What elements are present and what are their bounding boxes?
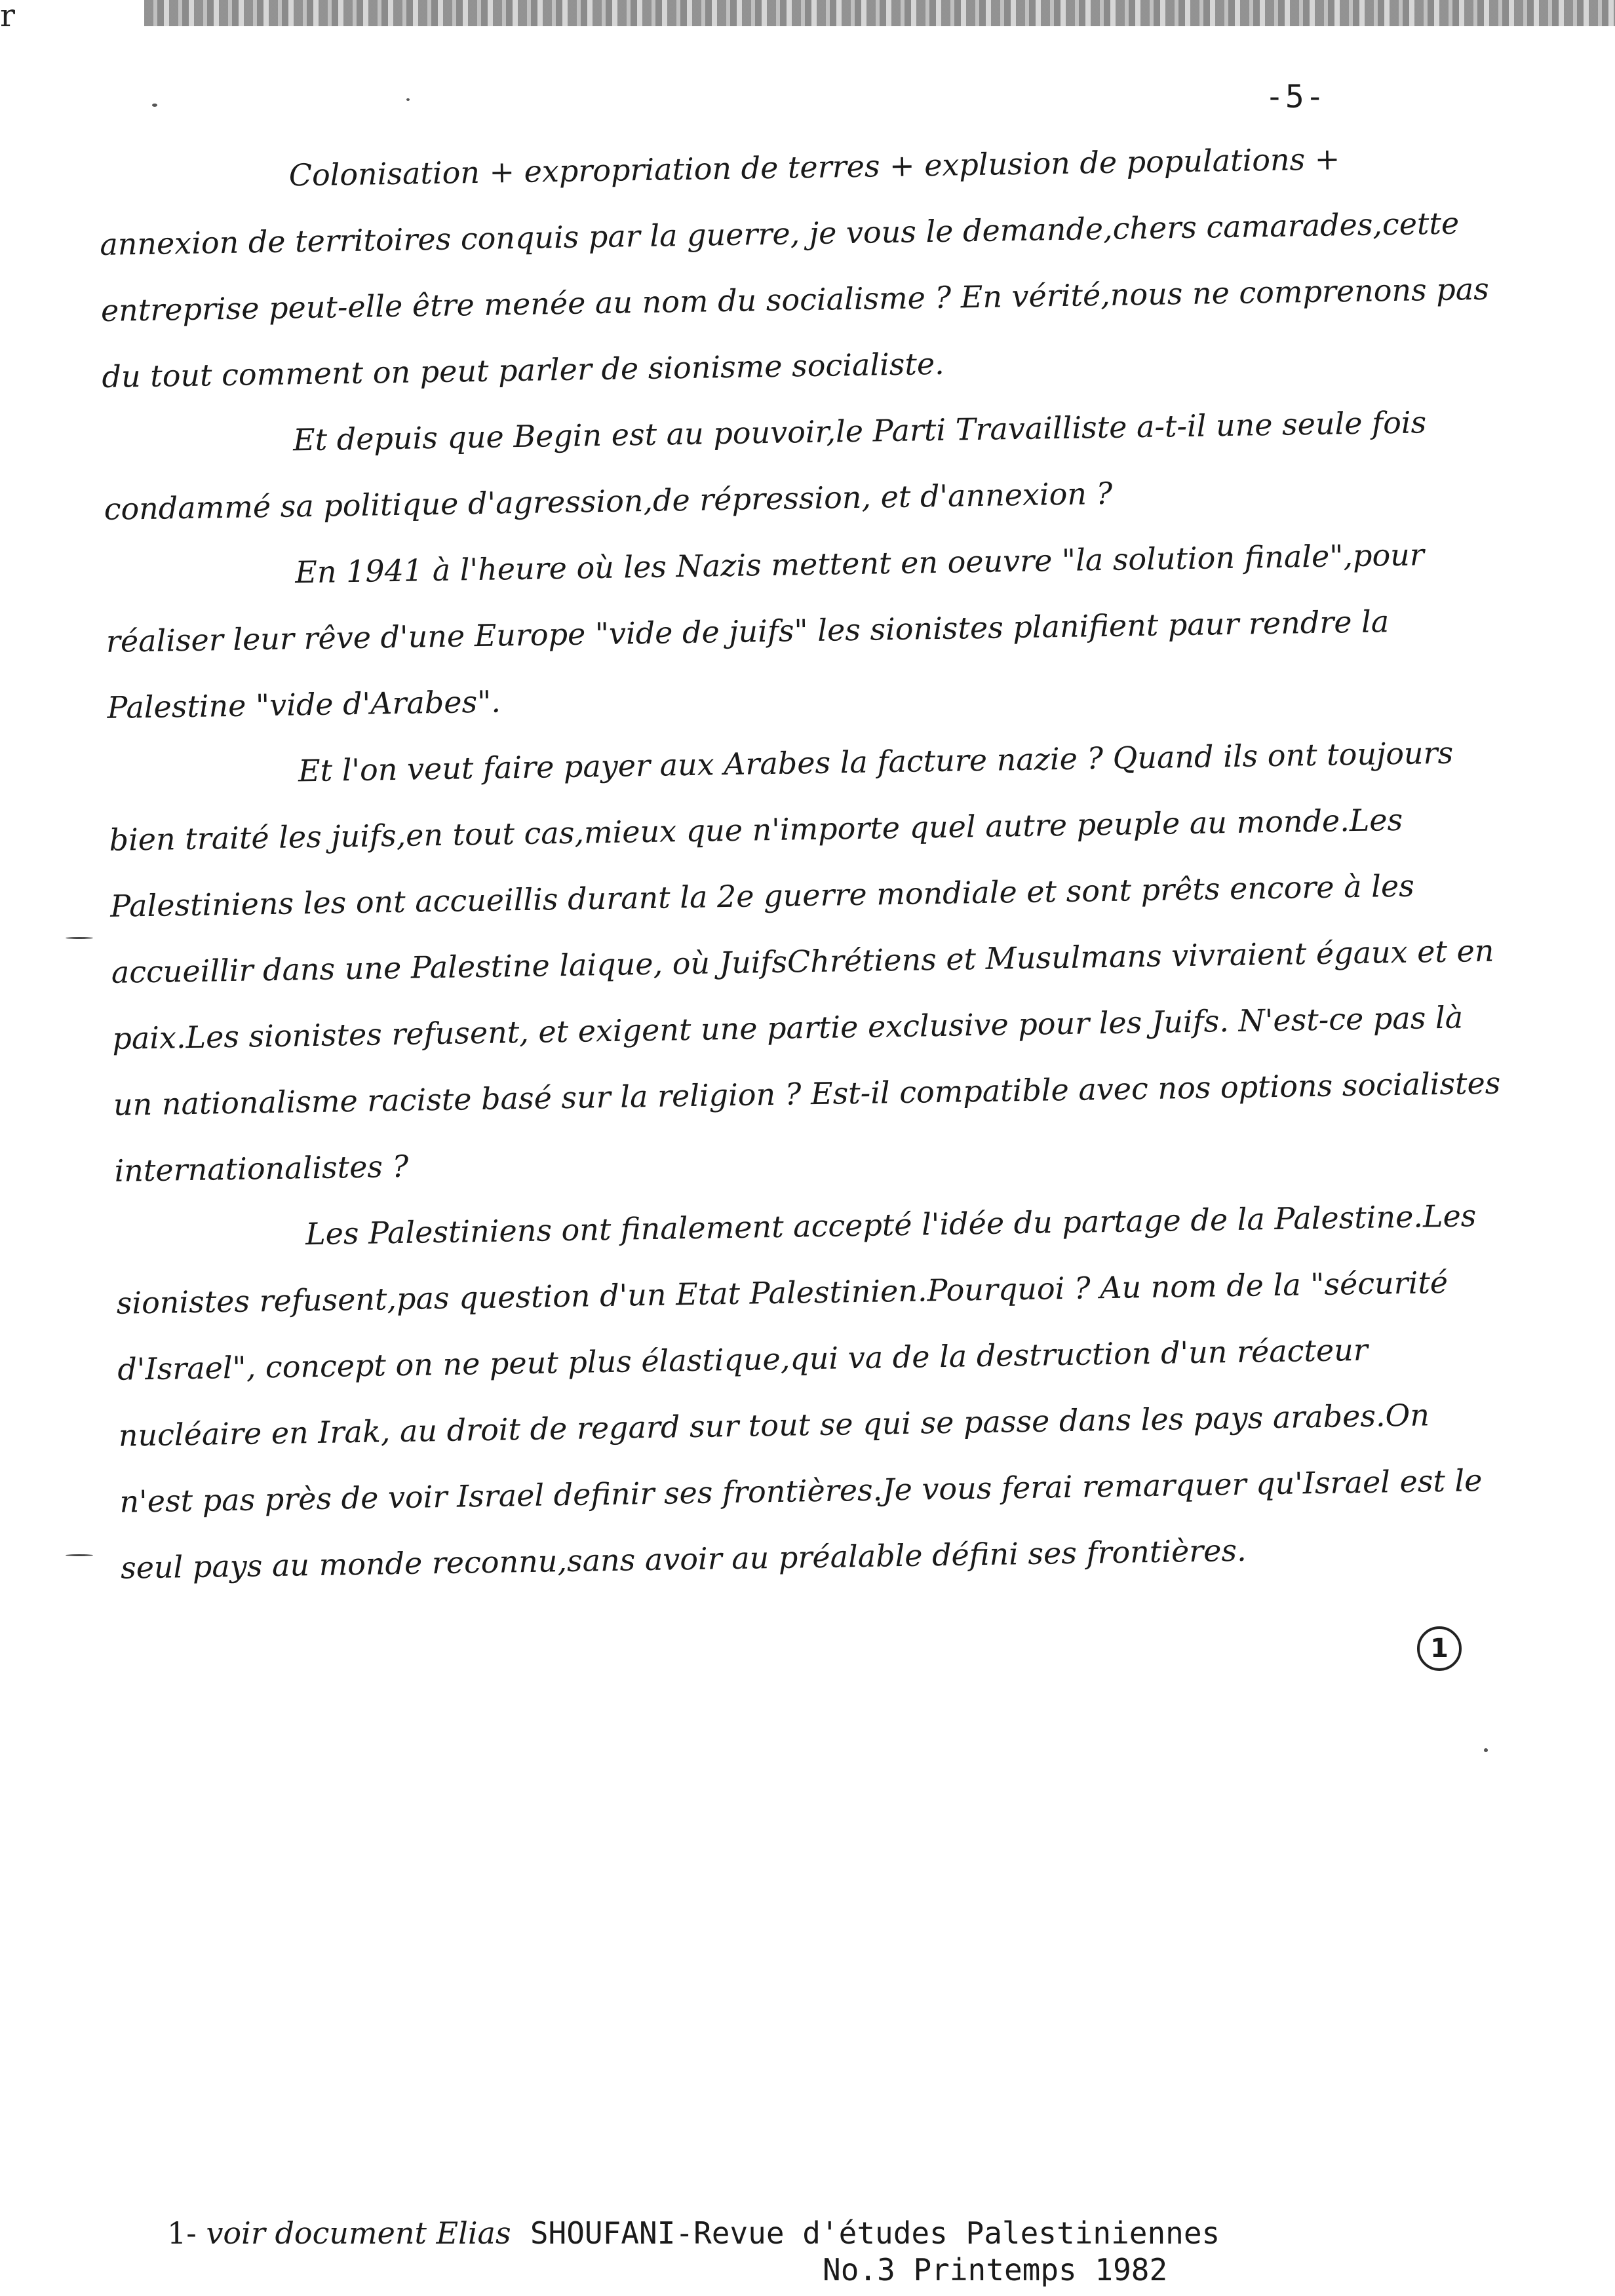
paragraph-facture-nazie: Et l'on veut faire payer aux Arabes la facture nazie ? Quand ils ont toujours bien traité les juifs,en tout cas,mieux que n'importe quel autre peuple au monde.Les Palestiniens les ont accueillis durant la 2e guerre mondiale et sont prêts encore à les accueillir dans une Palestine laique, où JuifsChrétiens et Musulmans vivraient égaux et en paix.Les sionistes refusent, et exigent une partie exclusive pour les Juifs. N'est-ce pas là un nationalisme raciste basé sur la religion ? Est-il compatible avec nos options socialistes internationalistes ? bbox=[109, 735, 1501, 1189]
footnote-issue: No.3 Printemps 1982 bbox=[823, 2252, 1168, 2287]
body-text bbox=[98, 124, 1511, 1601]
footnote-author: voir document Elias bbox=[206, 2215, 511, 2251]
page-number: -5- bbox=[1265, 79, 1326, 115]
scan-artifact-band bbox=[144, 0, 1615, 26]
scan-speck bbox=[406, 98, 410, 101]
margin-tick-mark bbox=[66, 937, 93, 939]
footnote bbox=[167, 2215, 1220, 2288]
footnote-line-1 bbox=[167, 2215, 1220, 2251]
footnote-source: SHOUFANI-Revue d'études Palestiniennes bbox=[530, 2215, 1220, 2251]
footnote-number: 1- bbox=[167, 2215, 206, 2251]
paragraph-begin: Et depuis que Begin est au pouvoir,le Parti Travailliste a-t-il une seule fois condammé sa politique d'agression,de répression, et d'annexion ? bbox=[104, 404, 1427, 527]
paragraph-partage: Les Palestiniens ont finalement accepté l'idée du partage de la Palestine.Les sionistes refusent,pas question d'un Etat Palestinien.Pourquoi ? Au nom de la "sécurité d'Israel", concept on ne peut plus élastique,qui va de la destruction d'un réacteur nucléaire en Irak, au droit de regard sur tout se qui se passe dans les pays arabes.On n'est pas près de voir Israel definir ses frontières.Je vous ferai remarquer qu'Israel est le seul pays au monde reconnu,sans avoir au préalable défini ses frontières. bbox=[116, 1198, 1483, 1586]
paragraph-colonisation: Colonisation + expropriation de terres + explusion de populations + annexion de territoires conquis par la guerre, je vous le demande,chers camarades,cette entreprise peut-elle être menée au nom du socialisme ? En vérité,nous ne comprenons pas du tout comment on peut parler de sionisme socialiste. bbox=[99, 141, 1490, 394]
paragraph-1941: En 1941 à l'heure où les Nazis mettent en oeuvre "la solution finale",pour réaliser leur rêve d'une Europe "vide de juifs" les sionistes planifient paur rendre la Palestine "vide d'Arabes". bbox=[106, 537, 1425, 725]
margin-tick-mark bbox=[66, 1554, 93, 1556]
corner-mark: r bbox=[0, 0, 15, 34]
scan-speck bbox=[1484, 1748, 1488, 1752]
scan-speck bbox=[152, 104, 157, 107]
footnote-reference-mark: 1 bbox=[1417, 1626, 1462, 1671]
